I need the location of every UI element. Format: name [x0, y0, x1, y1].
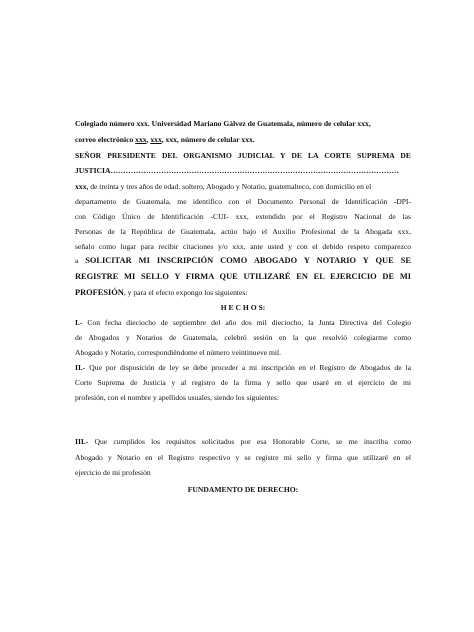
hecho-ii-label: II.-: [75, 363, 86, 372]
solicitar-prefix: a: [75, 256, 86, 265]
addressee-line-2-text: JUSTICIA……………………………………………………………………………………………………: [75, 166, 400, 175]
hecho-i-line-3: Abogado y Notario, correspondiéndome el número veintinueve mil.: [75, 348, 282, 357]
addressee-line-1: [75, 150, 411, 161]
correo-underlined-1: xxx: [135, 135, 147, 144]
hecho-ii-line-2: Corte Suprema de Justicia y al registro de la firma y sello que usaré en el ejercicio de mi: [75, 378, 411, 387]
hecho-iii-text-1: Que cumplidos los requisitos solicitados por esa Honorable Corte, se me inscriba como: [88, 437, 411, 446]
addressee-line-2: [75, 165, 411, 176]
intro-solicitar-line: [75, 255, 411, 266]
intro-line-1: [75, 181, 411, 192]
addressee-line-1-text: SEÑOR PRESIDENTE DEL ORGANISMO JUDICIAL Y DE LA CORTE SUPREMA DE: [75, 151, 411, 160]
solicitar-bold: SOLICITAR MI INSCRIPCIÓN COMO ABOGADO Y NOTARIO Y QUE SE: [85, 256, 411, 265]
profesion-bold: PROFESIÓN: [75, 288, 124, 297]
correo-suffix: , xxx, número de celular xxx.: [161, 135, 255, 144]
fundamento-title: FUNDAMENTO DE DERECHO:: [187, 485, 299, 494]
hechos-title: H E C H O S:: [220, 303, 266, 312]
intro-registre-line: [75, 271, 411, 282]
hecho-i-line-2: de Abogados y Notarios de Guatemala, celebró sesión en la que resolvió colegiarme como: [75, 333, 411, 342]
hecho-iii-line-2: Abogado y Notario en el Registro respectivo y se registre mi sello y firma que utilizaré en el: [75, 453, 411, 462]
hecho-i-line-1: [75, 317, 411, 328]
intro-line-5: señalo como lugar para recibir citaciones y/o xxx, ante usted y con el debido respeto comparezco: [75, 242, 411, 251]
intro-line-3: con Código Único de Identificación -CUI- xxx, extendido por el Registro Nacional de las: [75, 212, 411, 221]
hecho-ii-text-1: Que por disposición de ley se debe proceder a mi inscripción en el Registro de Abogados de la: [85, 363, 411, 372]
header-correo: [75, 134, 411, 145]
hecho-iii-label: III.-: [75, 437, 89, 446]
registre-bold: REGISTRE MI SELLO Y FIRMA QUE UTILIZARÉ EN EL EJERCICIO DE MI: [75, 272, 411, 281]
correo-underlined-2: xxx: [150, 135, 162, 144]
correo-mid: ,: [146, 135, 151, 144]
profesion-rest: , y para el efecto expongo los siguientes:: [123, 288, 248, 297]
intro-line-1-start: xxx,: [75, 182, 89, 191]
hecho-iii-line-1: [75, 436, 411, 447]
intro-profesion-line: [75, 287, 411, 298]
hecho-i-label: I.-: [75, 318, 83, 327]
correo-prefix: correo electrónico: [75, 135, 136, 144]
intro-line-4: Personas de la República de Guatemala, actúo bajo el Auxilio Profesional de la Abogada xxx,: [75, 227, 411, 236]
hecho-ii-line-3: profesión, con el nombre y apellidos usuales, siendo los siguientes:: [75, 393, 279, 402]
header-colegiado: [75, 118, 411, 129]
hecho-ii-line-1: [75, 362, 411, 373]
intro-line-2: departamento de Guatemala, me identifico con el Documento Personal de Identificación -DPI-: [75, 197, 411, 206]
header-colegiado-text: Colegiado número xxx. Universidad Mariano Gálvez de Guatemala, número de celular xxx,: [75, 119, 371, 128]
hecho-i-text-1: Con fecha dieciocho de septiembre del año dos mil dieciocho, la Junta Directiva del Colegio: [82, 318, 411, 327]
hecho-iii-line-3: ejercicio de mi profesión: [75, 468, 151, 477]
intro-line-1-rest: de treinta y tres años de edad, soltero, Abogado y Notario, guatemalteco, con domicilio en el: [88, 182, 372, 191]
